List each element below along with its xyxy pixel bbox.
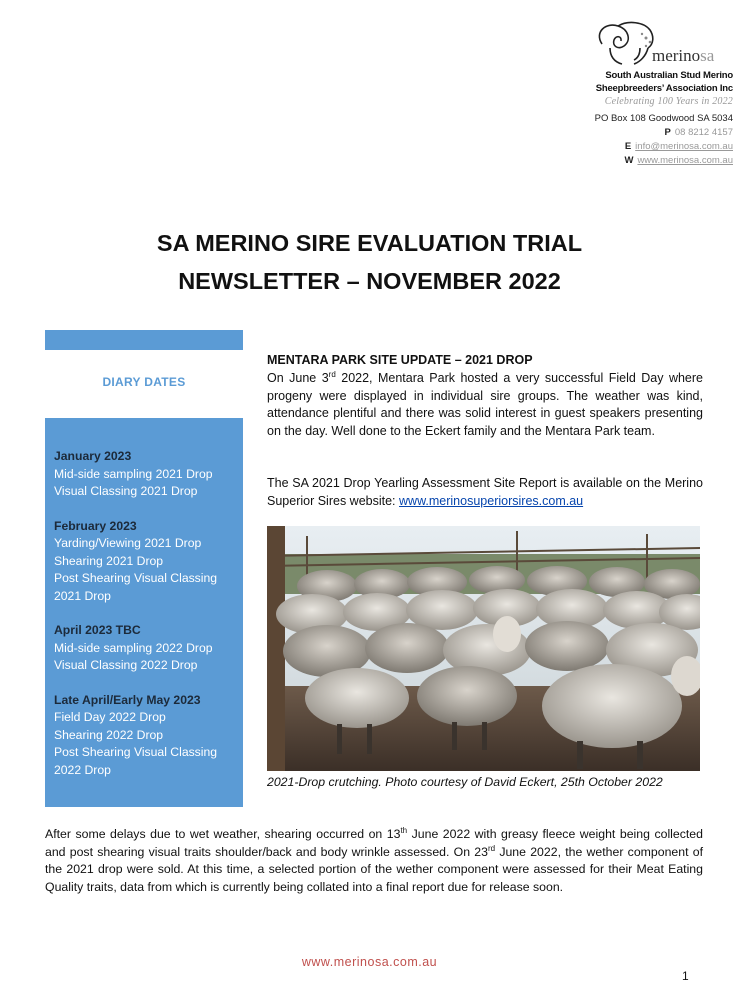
shearing-paragraph [45, 826, 703, 896]
email-label: E [624, 141, 632, 152]
centenary-tagline: Celebrating 100 Years in 2022 [604, 96, 733, 107]
diary-item: Mid-side sampling 2021 Drop [54, 466, 213, 481]
phone-label: P [664, 127, 671, 138]
superior-sires-link[interactable]: www.merinosuperiorsires.com.au [399, 493, 584, 508]
diary-item: Field Day 2022 Drop [54, 710, 166, 724]
diary-group-title: April 2023 TBC [54, 623, 141, 637]
newsletter-title-line2: NEWSLETTER – NOVEMBER 2022 [178, 268, 561, 294]
p3-text-b: June 2022 with greasy fleece weight being collected and post shearing visual traits shoulder/back and body wrinkle assessed. On 23 [45, 827, 703, 859]
diary-dates-heading: DIARY DATES [102, 375, 186, 389]
phone-number: 08 8212 4157 [674, 127, 733, 138]
p2-text: The SA 2021 Drop Yearling Assessment Site Report is available on the Merino Superior Sires website: [267, 476, 703, 508]
diary-group [54, 518, 235, 606]
p1-text-a: On June 3 [267, 371, 329, 385]
footer-website[interactable]: www.merinosa.com.au [301, 955, 438, 969]
diary-dates-box [45, 418, 243, 807]
sidebar-accent-bar [45, 330, 243, 350]
diary-item: 2022 Drop [54, 762, 111, 777]
web-label: W [624, 155, 634, 166]
diary-item: 2021 Drop [54, 588, 111, 603]
page-number: 1 [682, 969, 689, 983]
sheep-yard-photo [267, 526, 700, 771]
diary-item: Shearing 2021 Drop [54, 553, 164, 568]
diary-group-title: Late April/Early May 2023 [54, 692, 201, 707]
diary-item: Shearing 2022 Drop [54, 727, 164, 742]
brand-main: merino [652, 46, 701, 65]
diary-item: Visual Classing 2022 Drop [54, 658, 198, 672]
website-link[interactable]: www.merinosa.com.au [637, 155, 733, 166]
diary-item: Visual Classing 2021 Drop [54, 484, 198, 498]
field-day-paragraph [267, 370, 703, 440]
p3-superscript-1: th [400, 825, 408, 835]
p3-text-c: June 2022, the wether component of the 2021 drop were sold. At this time, a selected portion of the wether component were assessed for their Meat Eating Quality traits, data from which is currently being collated into a final report due for release soon. [45, 844, 703, 894]
phone-line [665, 127, 733, 138]
diary-item: Post Shearing Visual Classing [54, 571, 218, 585]
photo-caption: 2021-Drop crutching. Photo courtesy of David Eckert, 25th October 2022 [267, 775, 663, 789]
diary-item: Yarding/Viewing 2021 Drop [54, 536, 202, 550]
postal-address: PO Box 108 Goodwood SA 5034 [594, 113, 733, 124]
brand-wordmark [652, 46, 714, 66]
report-paragraph [267, 475, 703, 510]
org-name-line2: Sheepbreeders’ Association Inc [595, 83, 733, 94]
p1-superscript: rd [328, 369, 336, 379]
diary-group-title: January 2023 [54, 449, 132, 463]
diary-item: Post Shearing Visual Classing [54, 745, 218, 759]
diary-group [54, 622, 235, 675]
org-name-line1: South Australian Stud Merino [605, 70, 733, 81]
diary-group-title: February 2023 [54, 518, 137, 533]
newsletter-title-line1: SA MERINO SIRE EVALUATION TRIAL [156, 230, 583, 256]
p3-superscript-2: rd [487, 843, 496, 853]
section-heading: MENTARA PARK SITE UPDATE – 2021 DROP [267, 353, 533, 367]
diary-group [54, 692, 235, 780]
diary-group [54, 448, 235, 501]
p1-text-b: 2022, Mentara Park hosted a very successful Field Day where progeny were displayed in individual sire groups. The weather was kind, attendance plentiful and there was solid interest in guest speakers presenting on the day. Well done to the Eckert family and the Mentara Park team. [267, 371, 703, 438]
diary-item: Mid-side sampling 2022 Drop [54, 640, 213, 655]
email-line [625, 141, 733, 152]
email-link[interactable]: info@merinosa.com.au [635, 141, 733, 152]
web-line [624, 155, 733, 166]
p3-text-a: After some delays due to wet weather, shearing occurred on 13 [45, 827, 401, 841]
brand-suffix: sa [700, 46, 715, 65]
